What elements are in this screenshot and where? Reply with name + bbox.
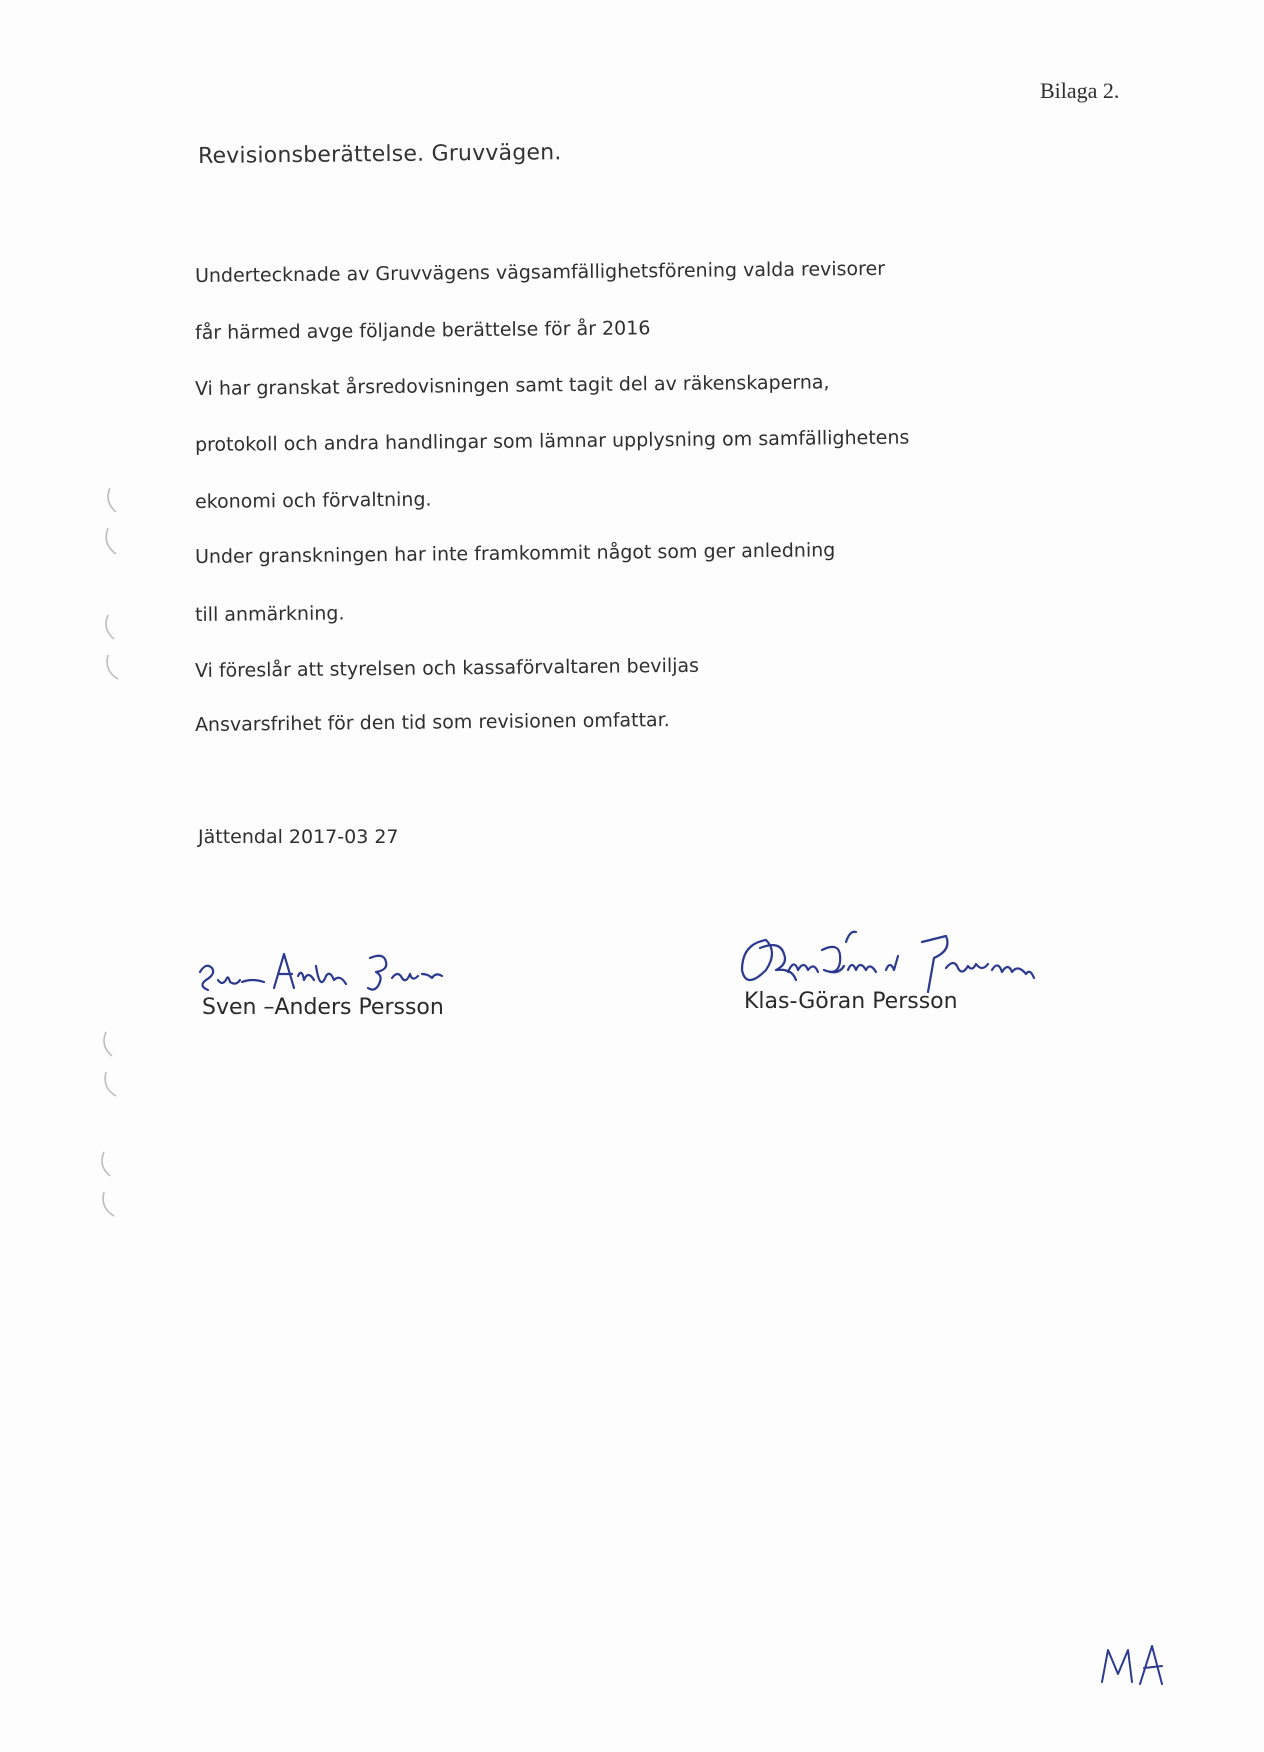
document-title: Revisionsberättelse. Gruvvägen. (197, 140, 562, 169)
place-and-date: Jättendal 2017-03 27 (198, 826, 399, 848)
binding-marks (92, 0, 132, 1260)
body-line-9: Ansvarsfrihet för den tid som revisionen omfattar. (194, 709, 670, 736)
body-line-7: till anmärkning. (194, 602, 345, 626)
body-line-2: får härmed avge följande berättelse för år 2016 (194, 317, 651, 344)
attachment-label: Bilaga 2. (1040, 78, 1120, 103)
body-line-3: Vi har granskat årsredovisningen samt tagit del av räkenskaperna, (194, 371, 830, 400)
body-line-4: protokoll och andra handlingar som lämnar upplysning om samfällighetens (194, 426, 910, 456)
handwritten-initials (1098, 1640, 1178, 1690)
signature-right (736, 920, 1076, 1000)
body-line-1: Undertecknade av Gruvvägens vägsamfällighetsförening valda revisorer (194, 257, 886, 287)
signer-name-right: Klas-Göran Persson (744, 989, 958, 1014)
body-line-8: Vi föreslår att styrelsen och kassaförvaltaren beviljas (194, 654, 700, 682)
signer-name-left: Sven –Anders Persson (202, 995, 444, 1020)
body-line-5: ekonomi och förvaltning. (194, 488, 432, 513)
body-line-6: Under granskningen har inte framkommit något som ger anledning (194, 539, 836, 568)
